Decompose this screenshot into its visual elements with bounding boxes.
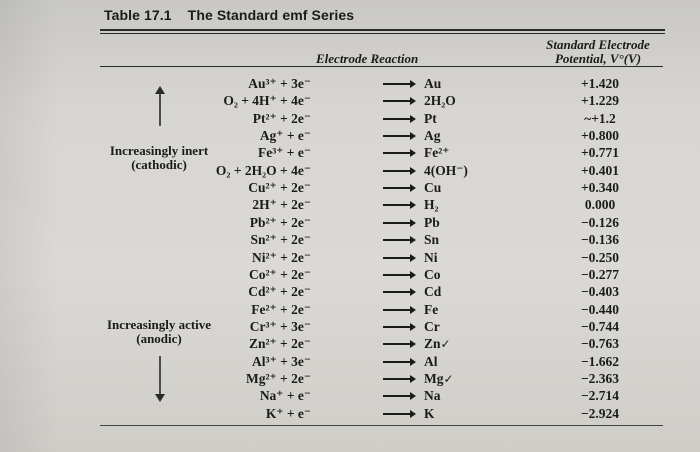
reaction-reactants: Pb²⁺ + 2e⁻ xyxy=(249,214,311,230)
reaction-product-text: Na xyxy=(424,388,441,404)
top-rule xyxy=(100,29,665,31)
standard-potential-value: −1.662 xyxy=(580,353,620,369)
reaction-reactants: Pt²⁺ + 2e⁻ xyxy=(252,110,311,126)
reaction-products xyxy=(424,76,441,92)
standard-potential-value: −0.403 xyxy=(580,284,620,300)
reaction-product-text: Fe xyxy=(424,301,439,317)
table-row xyxy=(0,319,700,336)
standard-potential-value: +0.401 xyxy=(580,162,620,178)
right-arrow-icon xyxy=(383,170,413,172)
table-row xyxy=(0,302,700,319)
standard-potential-value: +1.420 xyxy=(580,76,620,91)
table-caption: The Standard emf Series xyxy=(187,7,355,23)
right-arrow-icon xyxy=(383,395,413,397)
table-row xyxy=(0,388,700,405)
right-arrow-icon xyxy=(383,361,413,363)
reaction-reactants: Cu²⁺ + 2e⁻ xyxy=(248,180,311,196)
standard-potential-value: +0.340 xyxy=(580,180,620,196)
reaction-reactants: Fe³⁺ + e⁻ xyxy=(258,145,311,161)
right-arrow-icon xyxy=(383,378,413,380)
right-arrow-icon xyxy=(383,187,413,189)
reaction-product-text: Pt xyxy=(424,110,437,126)
reaction-product-text: 4(OH⁻) xyxy=(424,162,468,178)
reaction-products xyxy=(424,111,437,127)
reaction-product-text: Cd xyxy=(424,284,442,300)
table-row xyxy=(0,232,700,249)
right-arrow-icon xyxy=(383,152,413,154)
right-arrow-icon xyxy=(383,326,413,328)
reaction-reactants: Co²⁺ + 2e⁻ xyxy=(249,266,311,282)
table-row xyxy=(0,336,700,353)
reaction-product-text: Ni xyxy=(424,249,438,265)
reaction-products xyxy=(424,354,438,370)
table-row xyxy=(0,284,700,301)
standard-potential-value: −2.924 xyxy=(580,405,620,421)
table-row xyxy=(0,93,700,110)
reaction-reactants: Na⁺ + e⁻ xyxy=(259,388,311,404)
reaction-product-text: Co xyxy=(424,266,441,282)
right-arrow-icon xyxy=(383,222,413,224)
reaction-product-text: 2H₂O xyxy=(424,93,456,109)
reaction-products xyxy=(424,267,441,283)
header-electrode-reaction: Electrode Reaction xyxy=(316,51,419,66)
reaction-products xyxy=(424,197,439,213)
reaction-product-text: Sn xyxy=(424,232,440,248)
reaction-reactants: O₂ + 4H⁺ + 4e⁻ xyxy=(223,93,311,109)
reaction-reactants: Ag⁺ + e⁻ xyxy=(259,128,311,144)
reaction-reactants: Zn²⁺ + 2e⁻ xyxy=(249,336,311,352)
standard-potential-value: −0.126 xyxy=(580,214,620,230)
top-rule-thin xyxy=(100,33,665,34)
table-row xyxy=(0,180,700,197)
right-arrow-icon xyxy=(383,239,413,241)
standard-potential-value: −2.714 xyxy=(580,388,620,404)
reaction-products xyxy=(424,336,451,352)
table-row xyxy=(0,111,700,128)
reaction-reactants: Cr³⁺ + 3e⁻ xyxy=(249,318,311,334)
reaction-products xyxy=(424,319,440,335)
table-row xyxy=(0,215,700,232)
standard-potential-value: −0.250 xyxy=(580,249,620,265)
reaction-product-text: Cu xyxy=(424,180,442,196)
header-potential-line2: Potential, V°(V) xyxy=(554,51,642,66)
standard-potential-value: −0.440 xyxy=(580,301,620,317)
reaction-products xyxy=(424,371,454,387)
reaction-product-text: Ag xyxy=(424,128,441,144)
right-arrow-icon xyxy=(383,100,413,102)
reaction-reactants: O₂ + 2H₂O + 4e⁻ xyxy=(215,162,311,178)
table-row xyxy=(0,267,700,284)
right-arrow-icon xyxy=(383,257,413,259)
standard-potential-value: −0.277 xyxy=(580,266,620,282)
table-title xyxy=(104,7,354,23)
right-arrow-icon xyxy=(383,413,413,415)
reaction-product-text: H₂ xyxy=(424,197,439,213)
reaction-products xyxy=(424,388,441,404)
reaction-product-text: Au xyxy=(424,76,442,91)
check-icon: ✓ xyxy=(443,371,454,386)
bottom-rule xyxy=(100,425,663,426)
reaction-products xyxy=(424,215,440,231)
reaction-product-text: Mg xyxy=(424,370,444,386)
reaction-product-text: Zn xyxy=(424,336,441,352)
right-arrow-icon xyxy=(383,309,413,311)
table-row xyxy=(0,250,700,267)
reaction-reactants: 2H⁺ + 2e⁻ xyxy=(252,197,311,213)
right-arrow-icon xyxy=(383,135,413,137)
reaction-reactants: Sn²⁺ + 2e⁻ xyxy=(250,232,311,248)
table-row xyxy=(0,197,700,214)
header-rule xyxy=(100,66,663,67)
table-row xyxy=(0,354,700,371)
reaction-products xyxy=(424,302,438,318)
table-row xyxy=(0,128,700,145)
standard-potential-value: −0.763 xyxy=(580,336,620,352)
table-row xyxy=(0,163,700,180)
standard-potential-value: ~+1.2 xyxy=(584,110,616,126)
table-row xyxy=(0,145,700,162)
standard-potential-value: 0.000 xyxy=(584,197,616,213)
check-icon: ✓ xyxy=(440,337,451,352)
reaction-products xyxy=(424,180,441,196)
reaction-reactants: Mg²⁺ + 2e⁻ xyxy=(246,370,311,386)
reaction-reactants: Ni²⁺ + 2e⁻ xyxy=(252,249,311,265)
header-potential-line1: Standard Electrode xyxy=(546,37,650,52)
right-arrow-icon xyxy=(383,274,413,276)
right-arrow-icon xyxy=(383,291,413,293)
anodic-line1: Increasingly active xyxy=(106,317,212,332)
reaction-products xyxy=(424,284,441,300)
reaction-product-text: K xyxy=(424,405,435,421)
standard-potential-value: +1.229 xyxy=(580,93,620,109)
reaction-products xyxy=(424,145,449,161)
reaction-products xyxy=(424,93,456,109)
anodic-line2: (anodic) xyxy=(136,331,182,346)
table-row xyxy=(0,76,700,93)
standard-potential-value: +0.771 xyxy=(580,145,620,161)
right-arrow-icon xyxy=(383,343,413,345)
reaction-products xyxy=(424,128,441,144)
table-row xyxy=(0,371,700,388)
right-arrow-icon xyxy=(383,83,413,85)
right-arrow-icon xyxy=(383,204,413,206)
standard-potential-value: −2.363 xyxy=(580,370,620,386)
table-row xyxy=(0,406,700,423)
standard-potential-value: −0.136 xyxy=(580,232,620,248)
reaction-product-text: Cr xyxy=(424,318,440,334)
cathodic-line2: (cathodic) xyxy=(131,157,187,172)
reaction-reactants: Fe²⁺ + 2e⁻ xyxy=(251,301,311,317)
reaction-products xyxy=(424,406,435,422)
reaction-products xyxy=(424,232,439,248)
reaction-products xyxy=(424,250,438,266)
reaction-product-text: Pb xyxy=(424,214,440,230)
reaction-reactants: Au³⁺ + 3e⁻ xyxy=(248,76,311,91)
reaction-reactants: K⁺ + e⁻ xyxy=(265,405,311,421)
reaction-product-text: Al xyxy=(424,353,438,369)
cathodic-line1: Increasingly inert xyxy=(109,143,209,158)
reaction-product-text: Fe²⁺ xyxy=(424,145,450,161)
reaction-reactants: Al³⁺ + 3e⁻ xyxy=(252,353,311,369)
reaction-reactants: Cd²⁺ + 2e⁻ xyxy=(248,284,311,300)
standard-potential-value: −0.744 xyxy=(580,318,620,334)
header-standard-potential xyxy=(533,38,663,66)
right-arrow-icon xyxy=(383,118,413,120)
table-number: Table 17.1 xyxy=(104,7,172,23)
reaction-products xyxy=(424,163,468,179)
standard-potential-value: +0.800 xyxy=(580,128,620,144)
